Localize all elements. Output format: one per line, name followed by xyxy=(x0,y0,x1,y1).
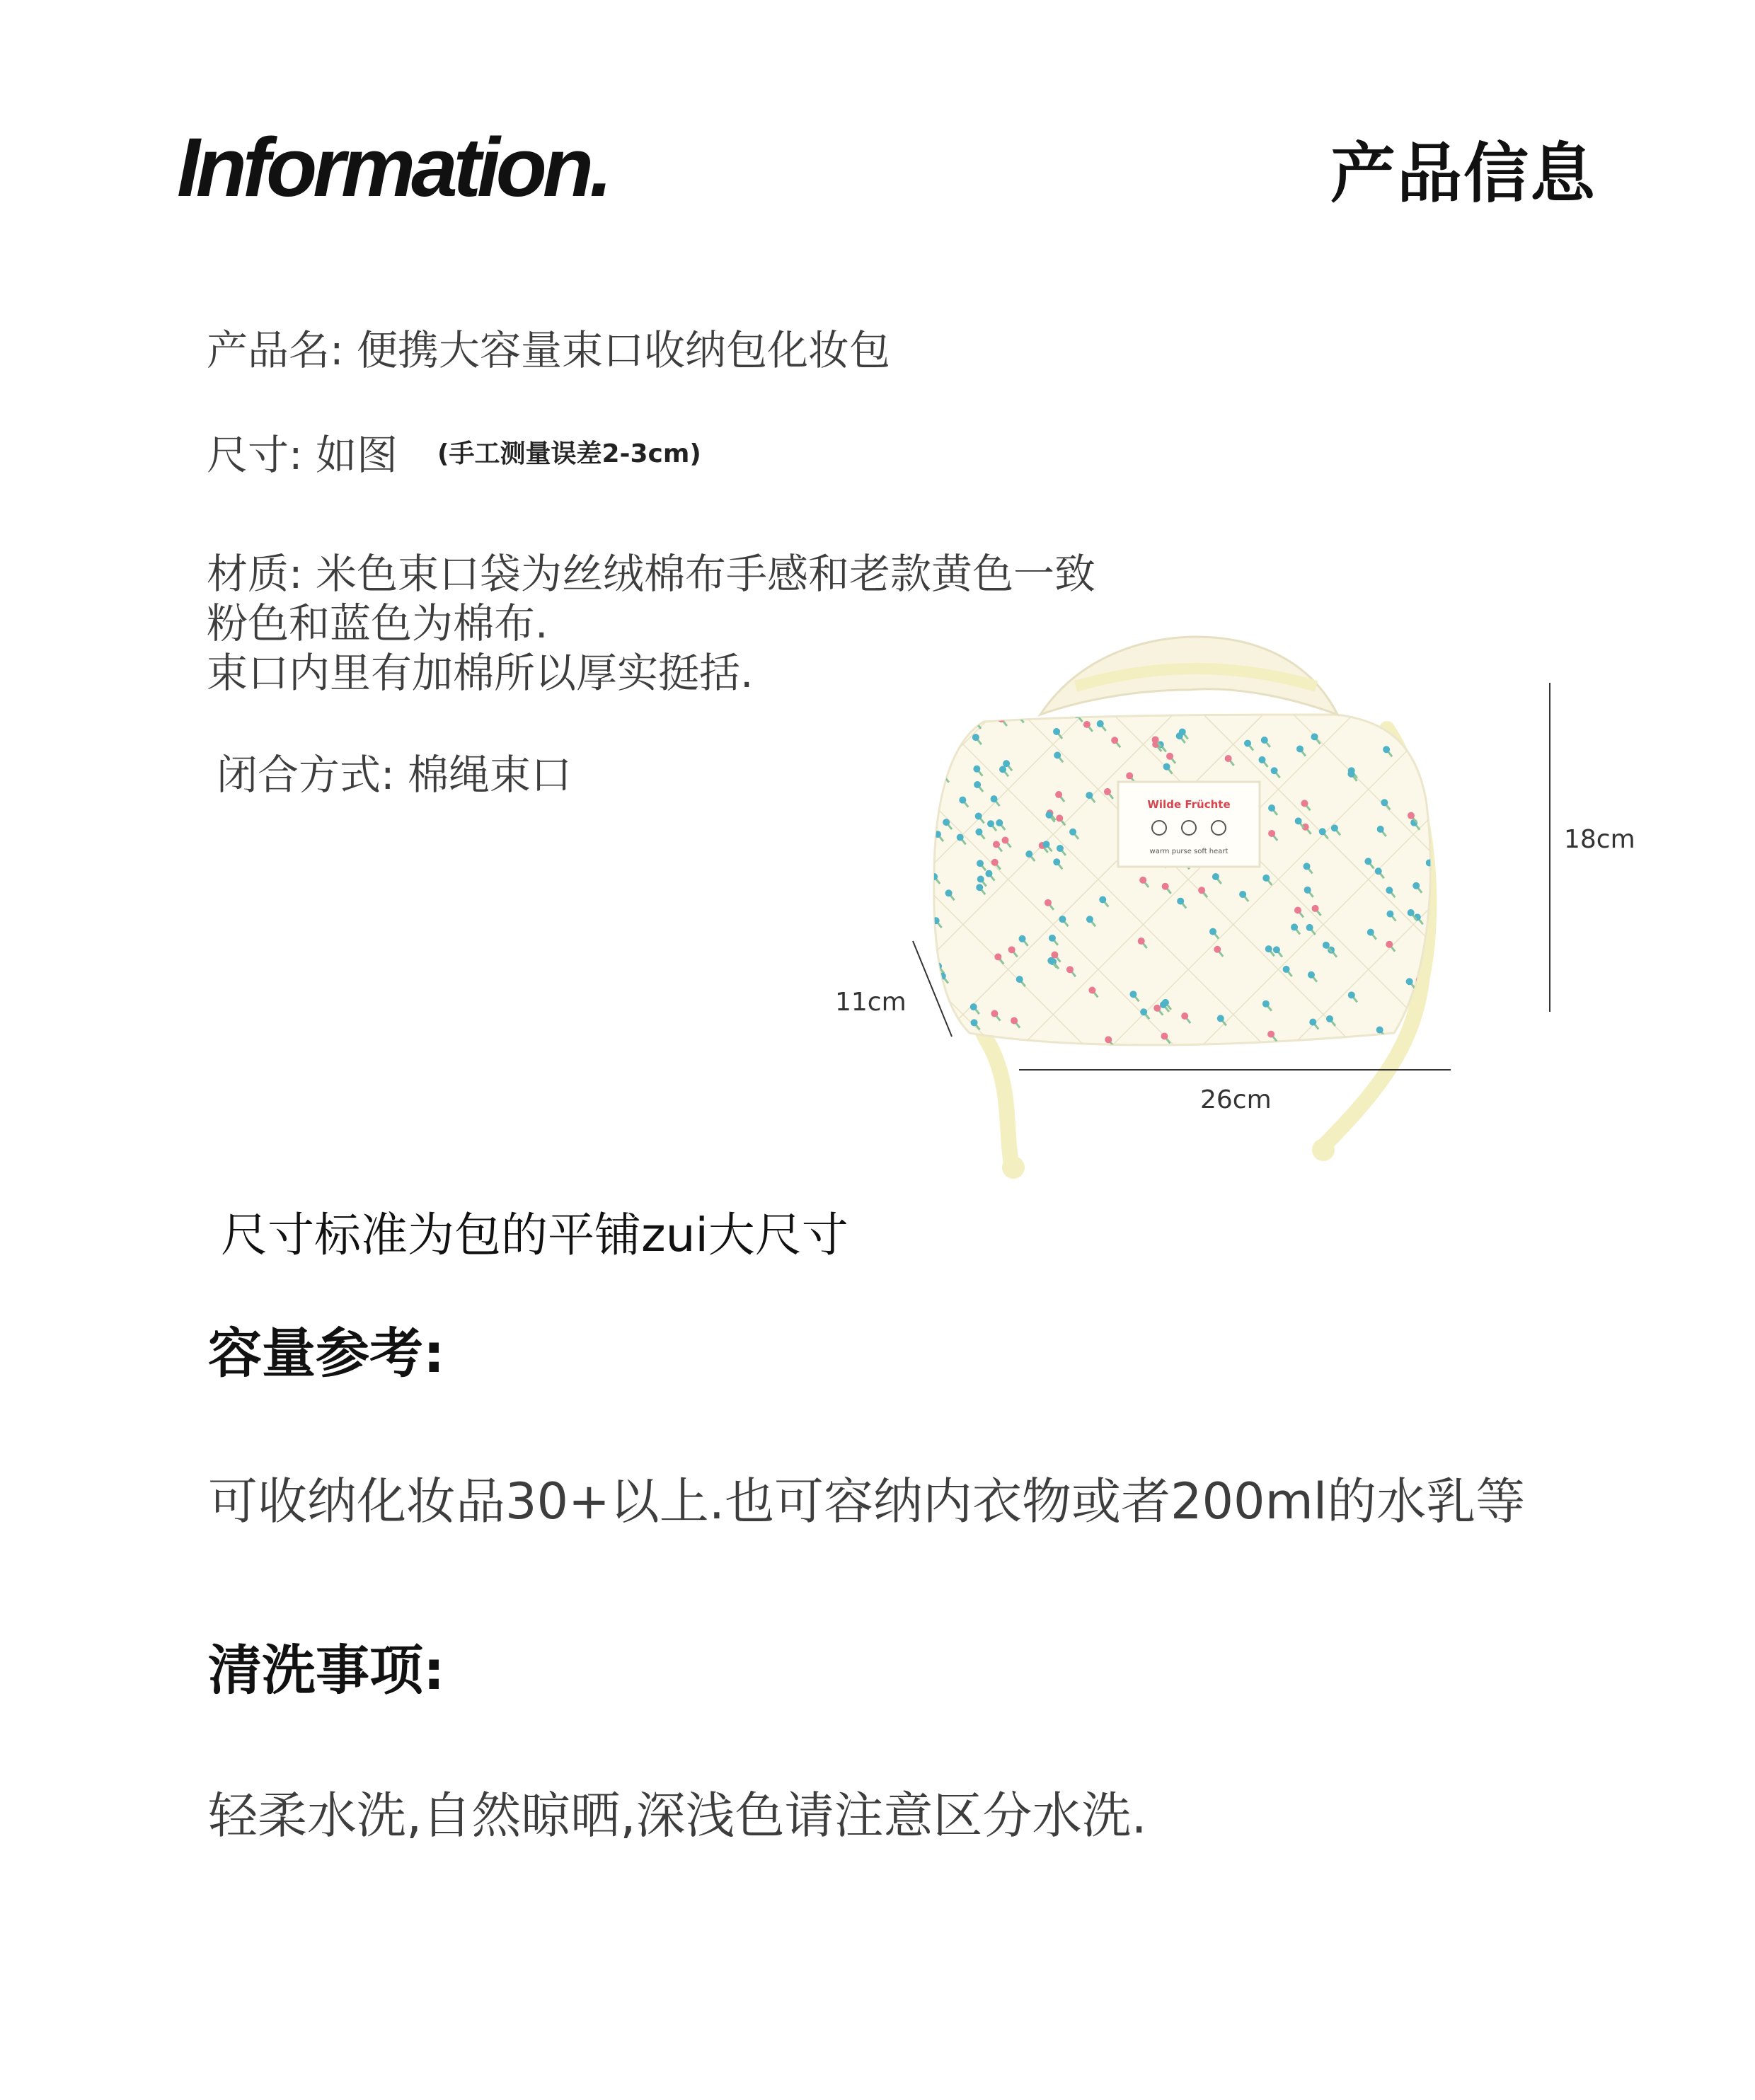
fabric-flower xyxy=(1331,824,1338,831)
fabric-flower xyxy=(985,870,992,877)
fabric-flower xyxy=(1408,712,1415,719)
fabric-flower xyxy=(1383,746,1390,753)
fabric-flower xyxy=(1138,937,1145,945)
fabric-flower xyxy=(1166,753,1173,760)
fabric-flower xyxy=(1111,737,1118,744)
fabric-flower xyxy=(1163,763,1170,771)
fabric-flower xyxy=(1162,883,1169,890)
fabric-flower xyxy=(1152,736,1159,743)
fabric-flower xyxy=(1432,716,1439,723)
product-name: 产品名: 便携大容量束口收纳包化妆包 xyxy=(207,326,890,374)
fabric-flower xyxy=(973,766,980,773)
brand-label-tagline: warm purse soft heart xyxy=(1149,848,1228,855)
fabric-flower xyxy=(1097,720,1104,727)
fabric-flower xyxy=(939,973,946,980)
depth-dimension-label: 11cm xyxy=(835,988,907,1017)
fabric-flower xyxy=(1323,942,1330,949)
fabric-flower xyxy=(1244,740,1251,747)
fabric-flower xyxy=(1239,891,1246,898)
fabric-flower xyxy=(1273,946,1280,953)
cord-knot-right xyxy=(1312,1138,1335,1161)
fabric-flower xyxy=(945,889,953,896)
fabric-flower xyxy=(1364,858,1371,865)
fabric-leaf xyxy=(1411,715,1417,722)
fabric-flower xyxy=(1015,712,1022,719)
fabric-flower xyxy=(1176,732,1183,739)
fabric-flower xyxy=(1309,1019,1316,1026)
fabric-flower xyxy=(1308,971,1315,979)
fabric-flower xyxy=(1177,898,1184,905)
fabric-flower xyxy=(931,873,938,880)
fabric-flower xyxy=(1301,800,1308,807)
fabric-flower xyxy=(1319,828,1326,835)
fabric-flower xyxy=(1304,862,1311,870)
fabric-flower xyxy=(994,953,1001,960)
fabric-flower xyxy=(970,1003,977,1010)
fabric-flower xyxy=(1056,814,1063,821)
fabric-flower xyxy=(1375,867,1382,875)
fabric-flower xyxy=(1045,899,1052,906)
fabric-flower xyxy=(943,819,950,826)
fabric-flower xyxy=(1291,923,1298,930)
fabric-flower xyxy=(1153,1005,1161,1012)
fabric-leaf xyxy=(1434,997,1439,1004)
capacity-text: 可收纳化妆品30+以上.也可容纳内衣物或者200ml的水乳等 xyxy=(208,1472,1526,1530)
fabric-flower xyxy=(1051,952,1058,959)
fabric-flower xyxy=(1066,966,1074,973)
material-line: 材质: 米色束口袋为丝绒棉布手感和老款黄色一致 xyxy=(207,550,1095,598)
fabric-flower xyxy=(972,718,979,725)
fabric-flower xyxy=(1104,788,1111,795)
fabric-flower xyxy=(1386,911,1393,918)
fabric-flower xyxy=(1086,916,1093,923)
fabric-flower xyxy=(1326,1015,1333,1022)
fabric-flower xyxy=(1406,978,1413,985)
fabric-flower xyxy=(1217,1015,1224,1022)
fabric-flower xyxy=(1054,751,1061,758)
washing-text: 轻柔水洗,自然晾晒,深浅色请注意区分水洗. xyxy=(208,1787,1147,1845)
fabric-flower xyxy=(1262,1000,1270,1008)
fabric-flower xyxy=(987,820,994,827)
fabric-flower xyxy=(975,829,982,836)
fabric-flower xyxy=(1262,875,1270,882)
washing-heading: 清洗事项: xyxy=(208,1639,445,1702)
fabric-flower xyxy=(1386,887,1393,894)
fabric-flower xyxy=(1265,945,1272,952)
fabric-flower xyxy=(1209,928,1216,935)
fabric-flower xyxy=(1088,986,1095,993)
fabric-flower xyxy=(991,1010,998,1017)
fabric-flower xyxy=(991,859,999,866)
fabric-flower xyxy=(1055,791,1062,798)
fabric-flower xyxy=(1129,991,1137,998)
size-note: (手工测量误差2-3cm) xyxy=(437,439,701,468)
fabric-flower xyxy=(1019,935,1026,942)
fabric-flower xyxy=(1311,733,1318,740)
fabric-flower xyxy=(1053,858,1060,865)
fabric-flower xyxy=(1003,760,1010,767)
fabric-flower xyxy=(1053,728,1060,735)
fabric-flower xyxy=(1042,841,1049,848)
fabric-flower xyxy=(1008,946,1015,953)
fabric-flower xyxy=(1259,756,1266,763)
fabric-flower xyxy=(993,841,1000,848)
fabric-flower xyxy=(1086,792,1093,799)
fabric-flower xyxy=(959,797,966,804)
fabric-flower xyxy=(1198,887,1205,894)
fabric-flower xyxy=(1162,999,1169,1006)
fabric-flower xyxy=(1212,873,1219,880)
fabric-flower xyxy=(1267,1031,1274,1038)
fabric-flower xyxy=(975,812,982,819)
fabric-flower xyxy=(976,884,983,891)
fabric-flower xyxy=(1430,993,1437,1000)
fabric-flower xyxy=(1140,1008,1147,1015)
fabric-flower xyxy=(1001,837,1008,844)
fabric-flower xyxy=(1011,1017,1018,1025)
fabric-leaf xyxy=(1421,1023,1427,1030)
fabric-flower xyxy=(1304,887,1311,894)
fabric-flower xyxy=(1083,721,1091,728)
fabric-flower xyxy=(1268,804,1275,812)
fabric-flower xyxy=(1294,906,1301,913)
fabric-flower xyxy=(1025,850,1032,858)
fabric-flower xyxy=(991,795,998,802)
page-title-en: Information. xyxy=(177,121,609,214)
closure-type: 闭合方式: 棉绳束口 xyxy=(217,751,572,799)
fabric-flower xyxy=(1045,812,1052,819)
fabric-flower xyxy=(1268,830,1275,837)
fabric-flower xyxy=(971,1019,978,1026)
fabric-flower xyxy=(1283,966,1290,973)
material-line: 束口内里有加棉所以厚实挺括. xyxy=(207,649,754,697)
width-dimension-label: 26cm xyxy=(1200,1085,1272,1114)
fabric-flower xyxy=(1271,767,1278,774)
fabric-flower xyxy=(1408,909,1415,916)
fabric-flower xyxy=(1161,1033,1168,1040)
fabric-flower xyxy=(996,819,1003,826)
fabric-flower xyxy=(1412,882,1420,889)
fabric-flower xyxy=(1069,829,1076,836)
page-title-zh: 产品信息 xyxy=(1330,136,1597,212)
fabric-flower xyxy=(1057,845,1064,852)
fabric-flower xyxy=(1295,817,1302,824)
fabric-flower xyxy=(1225,755,1232,762)
fabric-flower xyxy=(1306,924,1313,931)
fabric-flower xyxy=(933,1037,940,1044)
fabric-flower xyxy=(1049,935,1056,942)
fabric-flower xyxy=(1377,826,1384,833)
fabric-flower xyxy=(1105,1036,1112,1043)
fabric-flower xyxy=(974,781,981,788)
size-standard-note: 尺寸标准为包的平铺zui大尺寸 xyxy=(221,1208,848,1262)
brand-label-text: Wilde Früchte xyxy=(1147,798,1231,811)
height-dimension-label: 18cm xyxy=(1564,825,1635,854)
fabric-flower xyxy=(1312,905,1319,912)
fabric-flower xyxy=(1348,991,1355,998)
material-line: 粉色和蓝色为棉布. xyxy=(207,599,548,647)
fabric-flower xyxy=(1016,976,1023,983)
size-label: 尺寸: 如图 xyxy=(207,431,398,479)
fabric-flower xyxy=(972,734,979,741)
fabric-flower xyxy=(1261,737,1268,744)
fabric-flower xyxy=(1059,916,1066,923)
fabric-flower xyxy=(1296,746,1304,753)
fabric-flower xyxy=(977,876,984,883)
fabric-flower xyxy=(1386,941,1393,948)
fabric-flower xyxy=(1126,772,1133,779)
fabric-flower xyxy=(1408,812,1415,819)
fabric-flower xyxy=(1214,946,1221,953)
fabric-flower xyxy=(1381,799,1388,806)
fabric-flower xyxy=(998,715,1005,722)
fabric-leaf xyxy=(1436,720,1442,727)
cord-knot-left xyxy=(1002,1156,1025,1179)
fabric-leaf xyxy=(936,1040,942,1047)
fabric-flower xyxy=(1181,1012,1188,1020)
fabric-flower xyxy=(1347,771,1354,778)
capacity-heading: 容量参考: xyxy=(208,1322,445,1385)
fabric-flower xyxy=(1139,877,1146,884)
fabric-flower xyxy=(1376,1027,1383,1034)
fabric-flower xyxy=(1367,929,1374,936)
fabric-flower xyxy=(1099,896,1106,904)
fabric-flower xyxy=(977,860,984,867)
fabric-flower xyxy=(957,833,964,841)
